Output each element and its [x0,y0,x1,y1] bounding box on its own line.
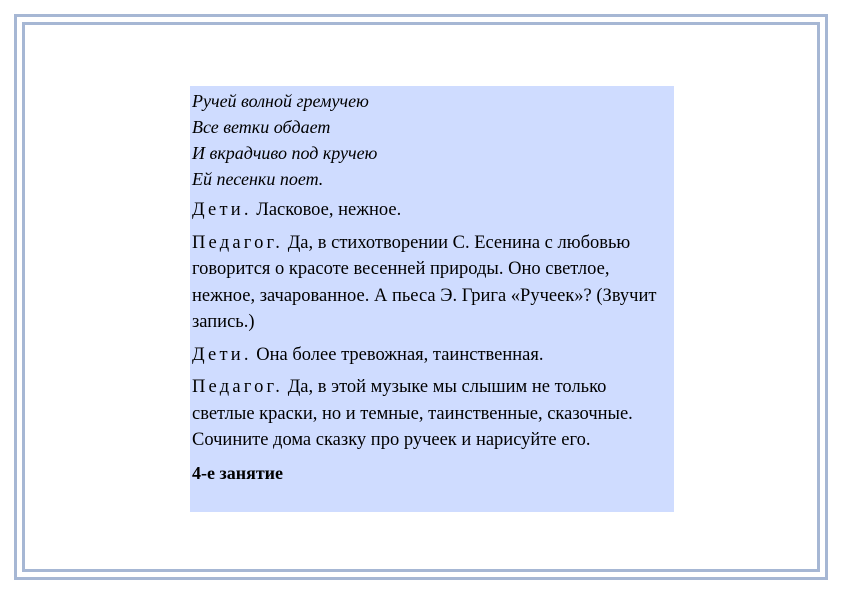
poem-line: Ей песенки поет. [192,169,324,189]
poem [192,88,672,192]
dialogue-paragraph [192,230,672,336]
dialogue-text: Да, в этой музыке мы слышим не только светлые краски, но и темные, таинственные, сказочные. Сочините дома сказку про ручеек и нарисуйте его. [192,377,633,450]
speaker-label: Педагог. [192,232,284,253]
dialogue-paragraph [192,374,672,454]
dialogue-paragraph [192,197,672,224]
dialogue-text: Да, в стихотворении С. Есенина с любовью говорится о красоте весенней природы. Оно светлое, нежное, зачарованное. А пьеса Э. Грига «Ручеек»? (Звучит запись.) [192,232,657,332]
dialogue-text: Ласковое, нежное. [251,200,402,220]
speaker-label: Педагог. [192,377,284,397]
speaker-label: Дети. [192,344,252,365]
dialogue-text: Она более тревожная, таинственная. [251,344,544,365]
poem-line: Ручей волной гремучею [192,91,369,111]
section-heading: 4-е занятие [192,462,284,483]
dialogue-paragraph [192,342,672,369]
poem-line: И вкрадчиво под кручею [192,143,378,163]
text-box [190,86,674,512]
poem-line: Все ветки обдает [192,117,331,137]
speaker-label: Дети. [192,200,252,220]
